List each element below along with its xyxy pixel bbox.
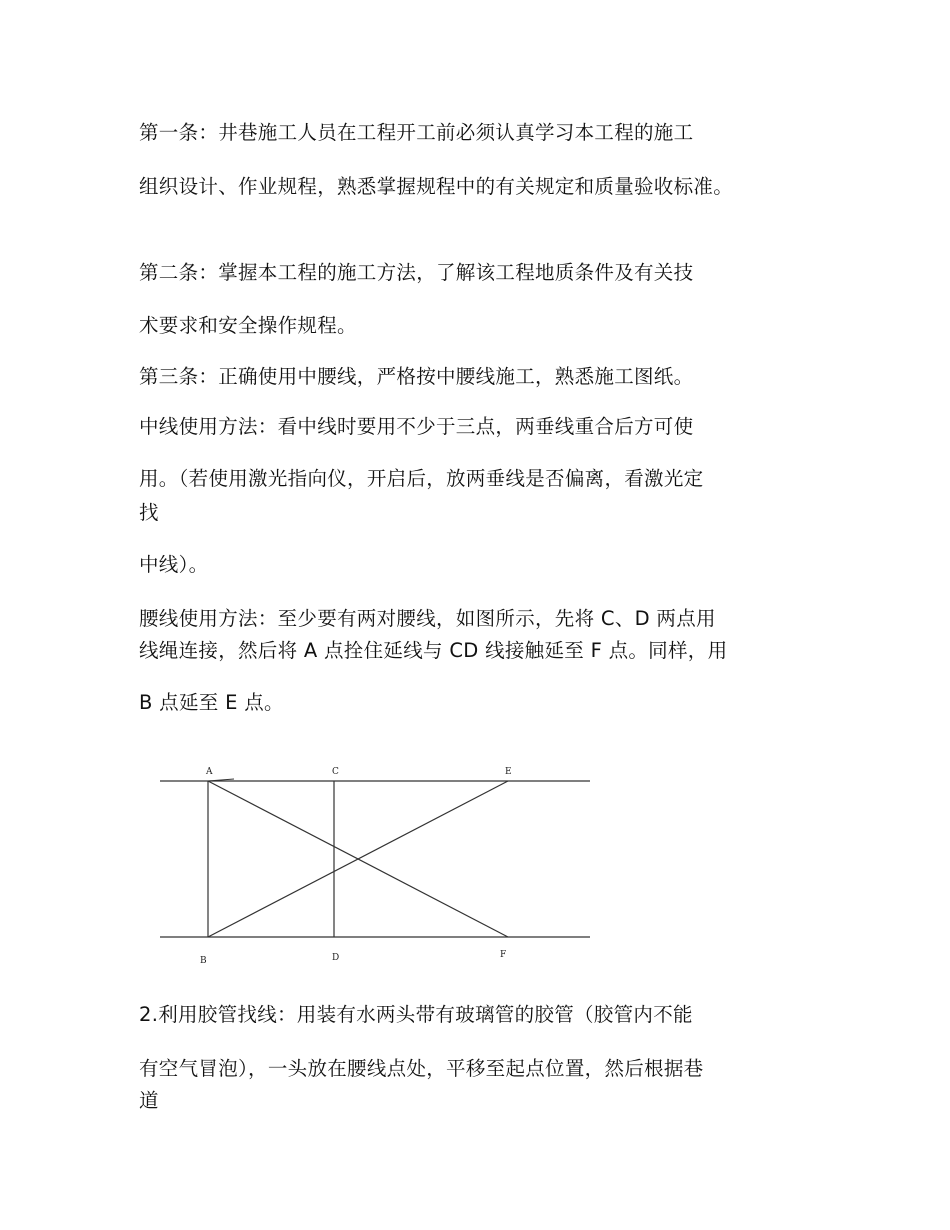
para4-line1: 中线使用方法：看中线时要用不少于三点，两垂线重合后方可使 [139, 415, 694, 438]
para5-line3: B 点延至 E 点。 [139, 691, 284, 714]
para1-line2: 组织设计、作业规程，熟悉掌握规程中的有关规定和质量验收标准。 [139, 175, 734, 198]
para5-line1: 腰线使用方法：至少要有两对腰线，如图所示，先将 C、D 两点用 [139, 607, 716, 630]
para5-line2: 线绳连接，然后将 A 点拴住延线与 CD 线接触延至 F 点。同样，用 [139, 639, 728, 662]
label-F: F [500, 950, 507, 960]
para1-line1: 第一条：井巷施工人员在工程开工前必须认真学习本工程的施工 [139, 121, 694, 144]
label-A: A [206, 767, 213, 777]
para6-line1: 2.利用胶管找线：用装有水两头带有玻璃管的胶管（胶管内不能 [139, 1003, 693, 1026]
para2-line2: 术要求和安全操作规程。 [139, 314, 357, 337]
para6-line3: 道 [139, 1089, 159, 1112]
label-E: E [505, 767, 512, 777]
para6-line2: 有空气冒泡），一头放在腰线点处，平移至起点位置，然后根据巷 [139, 1057, 704, 1080]
para2-line1: 第二条：掌握本工程的施工方法，了解该工程地质条件及有关技 [139, 261, 694, 284]
waist-line-diagram [150, 755, 600, 965]
label-C: C [332, 767, 339, 777]
para3-line1: 第三条：正确使用中腰线，严格按中腰线施工，熟悉施工图纸。 [139, 365, 694, 388]
para4-line3: 找 [139, 501, 159, 524]
para4-line2: 用。（若使用激光指向仪，开启后，放两垂线是否偏离，看激光定 [139, 467, 704, 490]
label-B: B [200, 956, 207, 965]
para4-line4: 中线）。 [139, 553, 209, 576]
label-D: D [332, 953, 340, 963]
